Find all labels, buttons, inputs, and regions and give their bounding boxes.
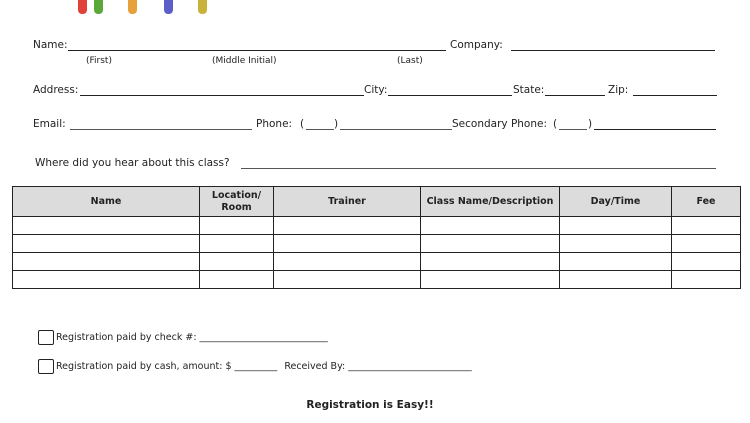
phone-paren-open: ( <box>300 118 305 130</box>
col-trainer-header: Trainer <box>274 187 421 217</box>
name-field[interactable] <box>68 50 446 51</box>
cell-class[interactable] <box>421 271 560 289</box>
received-by-blank[interactable]: __________________________ <box>348 361 472 372</box>
cell-trainer[interactable] <box>274 235 421 253</box>
secondary-paren-close: ) <box>588 118 593 130</box>
col-name-header: Name <box>13 187 200 217</box>
cell-name[interactable] <box>13 217 200 235</box>
cell-trainer[interactable] <box>274 253 421 271</box>
last-name-caption: (Last) <box>397 56 423 66</box>
cash-amount-blank[interactable]: _________ <box>234 361 278 372</box>
cell-trainer[interactable] <box>274 271 421 289</box>
first-name-caption: (First) <box>86 56 112 66</box>
cell-location[interactable] <box>200 217 274 235</box>
cell-fee[interactable] <box>672 217 741 235</box>
cash-label-text: Registration paid by cash, amount: $ <box>56 361 232 372</box>
col-daytime-header: Day/Time <box>560 187 672 217</box>
hear-about-field[interactable] <box>241 168 716 169</box>
table-header-row <box>13 187 741 217</box>
cell-daytime[interactable] <box>560 217 672 235</box>
hear-about-label: Where did you hear about this class? <box>35 157 230 169</box>
phone-area-code-field[interactable] <box>306 129 334 130</box>
secondary-paren-open: ( <box>553 118 558 130</box>
cell-daytime[interactable] <box>560 271 672 289</box>
cell-fee[interactable] <box>672 253 741 271</box>
email-label: Email: <box>33 118 66 130</box>
state-field[interactable] <box>545 95 605 96</box>
cell-daytime[interactable] <box>560 253 672 271</box>
cell-trainer[interactable] <box>274 217 421 235</box>
paid-by-check-checkbox[interactable] <box>38 330 54 345</box>
cell-name[interactable] <box>13 271 200 289</box>
secondary-area-code-field[interactable] <box>559 129 587 130</box>
middle-initial-caption: (Middle Initial) <box>212 56 277 66</box>
cell-location[interactable] <box>200 271 274 289</box>
people-graphic <box>60 0 250 16</box>
cell-name[interactable] <box>13 253 200 271</box>
received-by-label: Received By: <box>284 361 346 372</box>
secondary-phone-label: Secondary Phone: <box>452 118 548 130</box>
zip-field[interactable] <box>633 95 717 96</box>
paid-by-check-label <box>56 332 328 343</box>
address-field[interactable] <box>80 95 364 96</box>
paid-by-cash-checkbox[interactable] <box>38 359 54 374</box>
col-fee-header: Fee <box>672 187 741 217</box>
city-label: City: <box>364 84 388 96</box>
cell-name[interactable] <box>13 235 200 253</box>
state-label: State: <box>513 84 545 96</box>
check-label-text: Registration paid by check #: <box>56 332 197 343</box>
email-field[interactable] <box>70 129 252 130</box>
table-row <box>13 235 741 253</box>
check-number-blank[interactable]: ___________________________ <box>199 332 328 343</box>
phone-label: Phone: <box>256 118 293 130</box>
table-row <box>13 217 741 235</box>
company-label: Company: <box>450 39 503 51</box>
cell-fee[interactable] <box>672 271 741 289</box>
phone-number-field[interactable] <box>340 129 452 130</box>
zip-label: Zip: <box>608 84 629 96</box>
company-field[interactable] <box>511 50 715 51</box>
cell-location[interactable] <box>200 253 274 271</box>
cell-class[interactable] <box>421 235 560 253</box>
phone-paren-close: ) <box>334 118 339 130</box>
secondary-phone-field[interactable] <box>594 129 716 130</box>
table-row <box>13 271 741 289</box>
footer-title: Registration is Easy!! <box>306 399 434 411</box>
city-field[interactable] <box>388 95 512 96</box>
name-label: Name: <box>33 39 68 51</box>
col-location-header: Location/ Room <box>200 187 274 217</box>
address-label: Address: <box>33 84 79 96</box>
col-class-header: Class Name/Description <box>421 187 560 217</box>
cell-class[interactable] <box>421 253 560 271</box>
cell-fee[interactable] <box>672 235 741 253</box>
class-table <box>12 186 741 289</box>
cell-location[interactable] <box>200 235 274 253</box>
paid-by-cash-label <box>56 361 472 372</box>
cell-daytime[interactable] <box>560 235 672 253</box>
cell-class[interactable] <box>421 217 560 235</box>
table-row <box>13 253 741 271</box>
